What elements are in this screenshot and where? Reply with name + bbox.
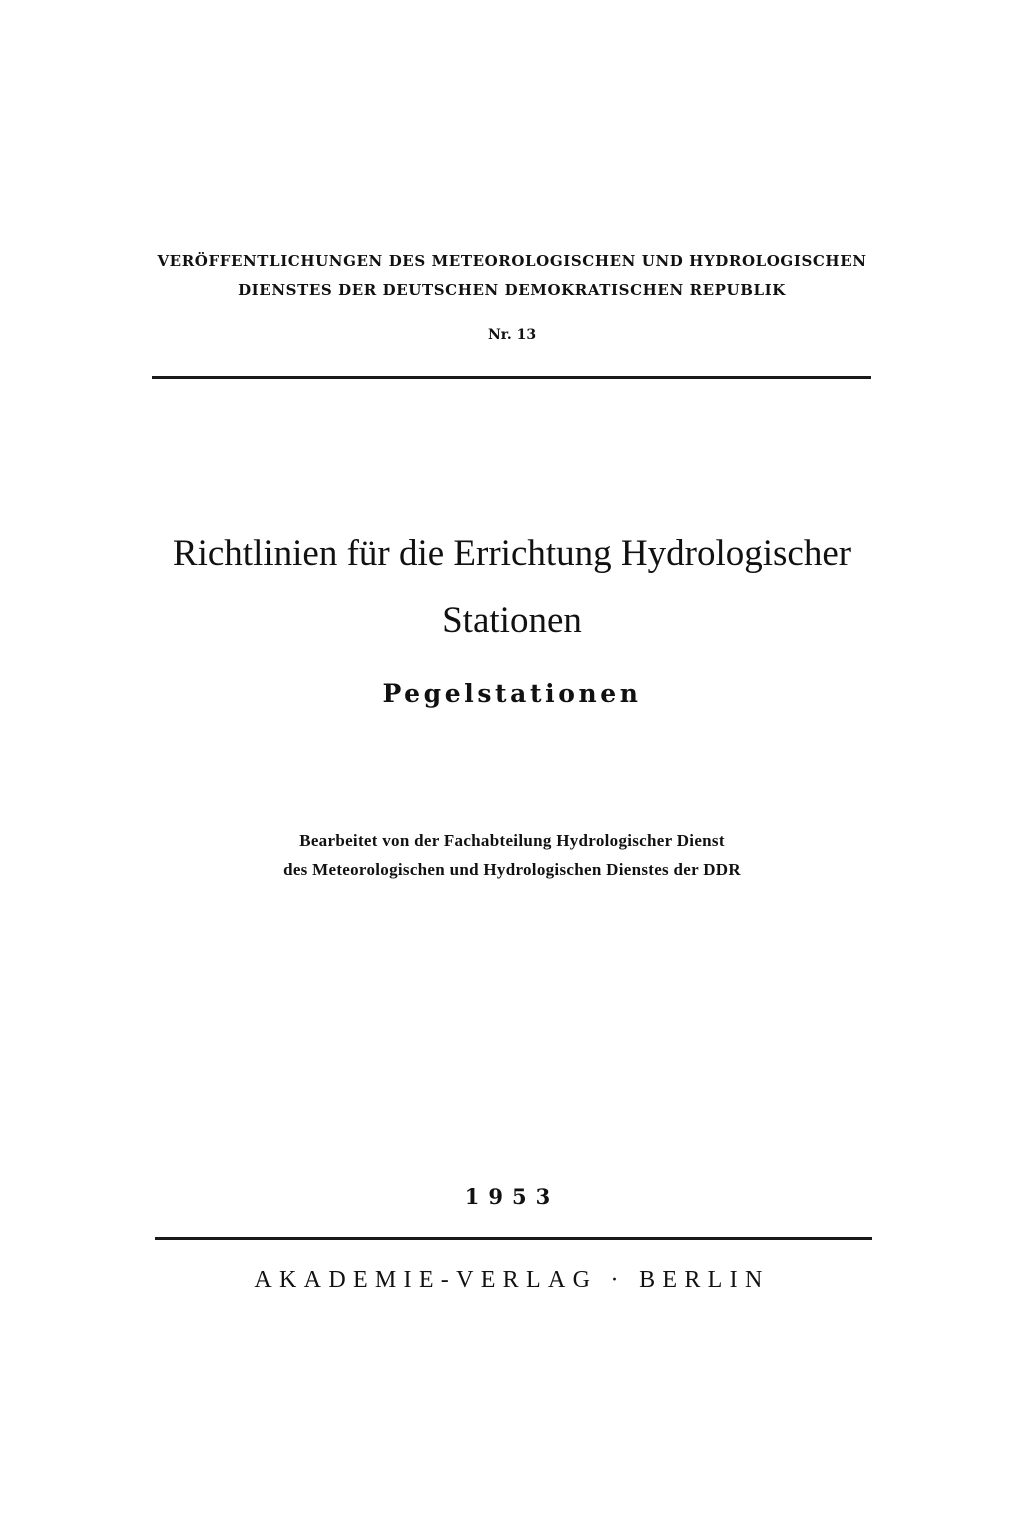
series-number: Nr. 13 [487, 327, 537, 343]
series-title-line-1: VERÖFFENTLICHUNGEN DES METEOROLOGISCHEN UND HYDROLOGISCHEN [157, 252, 867, 270]
credit-line-1: Bearbeitet von der Fachabteilung Hydrologischer Dienst [299, 831, 725, 850]
top-divider [152, 376, 871, 379]
credit-line-2: des Meteorologischen und Hydrologischen Dienstes der DDR [283, 860, 741, 879]
subtitle: Pegelstationen [382, 679, 642, 708]
main-title-line-1: Richtlinien für die Errichtung Hydrologischer [172, 533, 852, 574]
bottom-divider [155, 1237, 872, 1240]
publication-year: 1953 [464, 1184, 560, 1209]
publisher: AKADEMIE-VERLAG · BERLIN [254, 1267, 770, 1293]
series-title-line-2: DIENSTES DER DEUTSCHEN DEMOKRATISCHEN REPUBLIK [238, 281, 786, 299]
main-title-line-2: Stationen [442, 600, 582, 641]
